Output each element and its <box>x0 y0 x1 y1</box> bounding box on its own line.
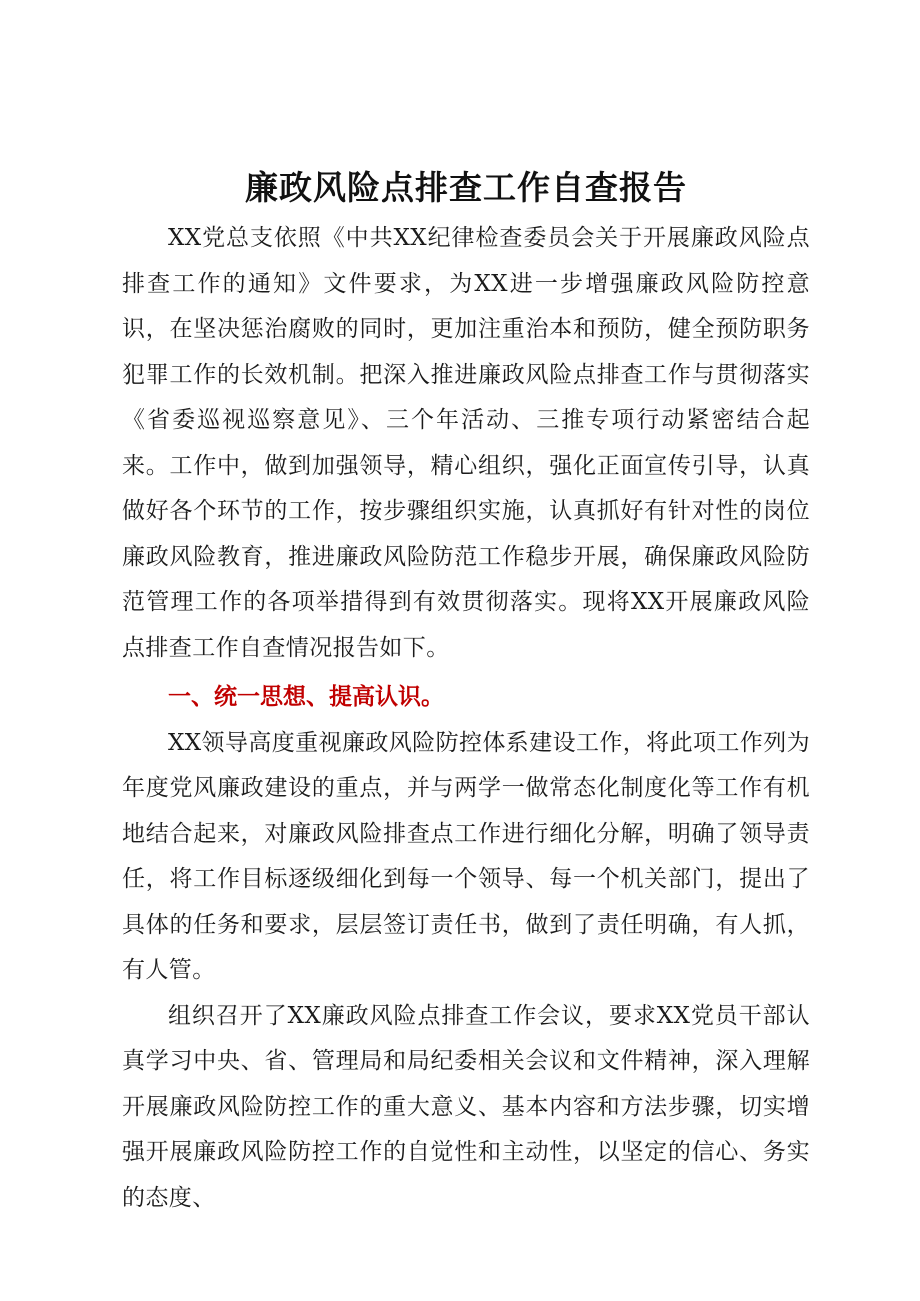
section-paragraph-1: XX领导高度重视廉政风险防控体系建设工作，将此项工作列为年度党风廉政建设的重点，并与两学一做常态化制度化等工作有机地结合起来，对廉政风险排查点工作进行细化分解，明确了领导责任，将工作目标逐级细化到每一个领导、每一个机关部门，提出了具体的任务和要求，层层签订责任书，做到了责任明确，有人抓，有人管。 <box>122 729 810 983</box>
document-title: 廉政风险点排查工作自查报告 <box>245 168 687 207</box>
intro-paragraph: XX党总支依照《中共XX纪律检查委员会关于开展廉政风险点排查工作的通知》文件要求，为XX进一步增强廉政风险防控意识，在坚决惩治腐败的同时，更加注重治本和预防，健全预防职务犯罪工作的长效机制。把深入推进廉政风险点排查工作与贯彻落实《省委巡视巡察意见》、三个年活动、三推专项行动紧密结合起来。工作中，做到加强领导，精心组织，强化正面宣传引导，认真做好各个环节的工作，按步骤组织实施，认真抓好有针对性的岗位廉政风险教育，推进廉政风险防范工作稳步开展，确保廉政风险防范管理工作的各项举措得到有效贯彻落实。现将XX开展廉政风险点排查工作自查情况报告如下。 <box>122 225 810 661</box>
document-page <box>122 160 810 1221</box>
section-paragraph-2: 组织召开了XX廉政风险点排查工作会议，要求XX党员干部认真学习中央、省、管理局和局纪委相关会议和文件精神，深入理解开展廉政风险防控工作的重大意义、基本内容和方法步骤，切实增强开展廉政风险防控工作的自觉性和主动性，以坚定的信心、务实的态度、 <box>122 1002 810 1211</box>
section-heading: 一、统一思想、提高认识。 <box>168 684 444 710</box>
